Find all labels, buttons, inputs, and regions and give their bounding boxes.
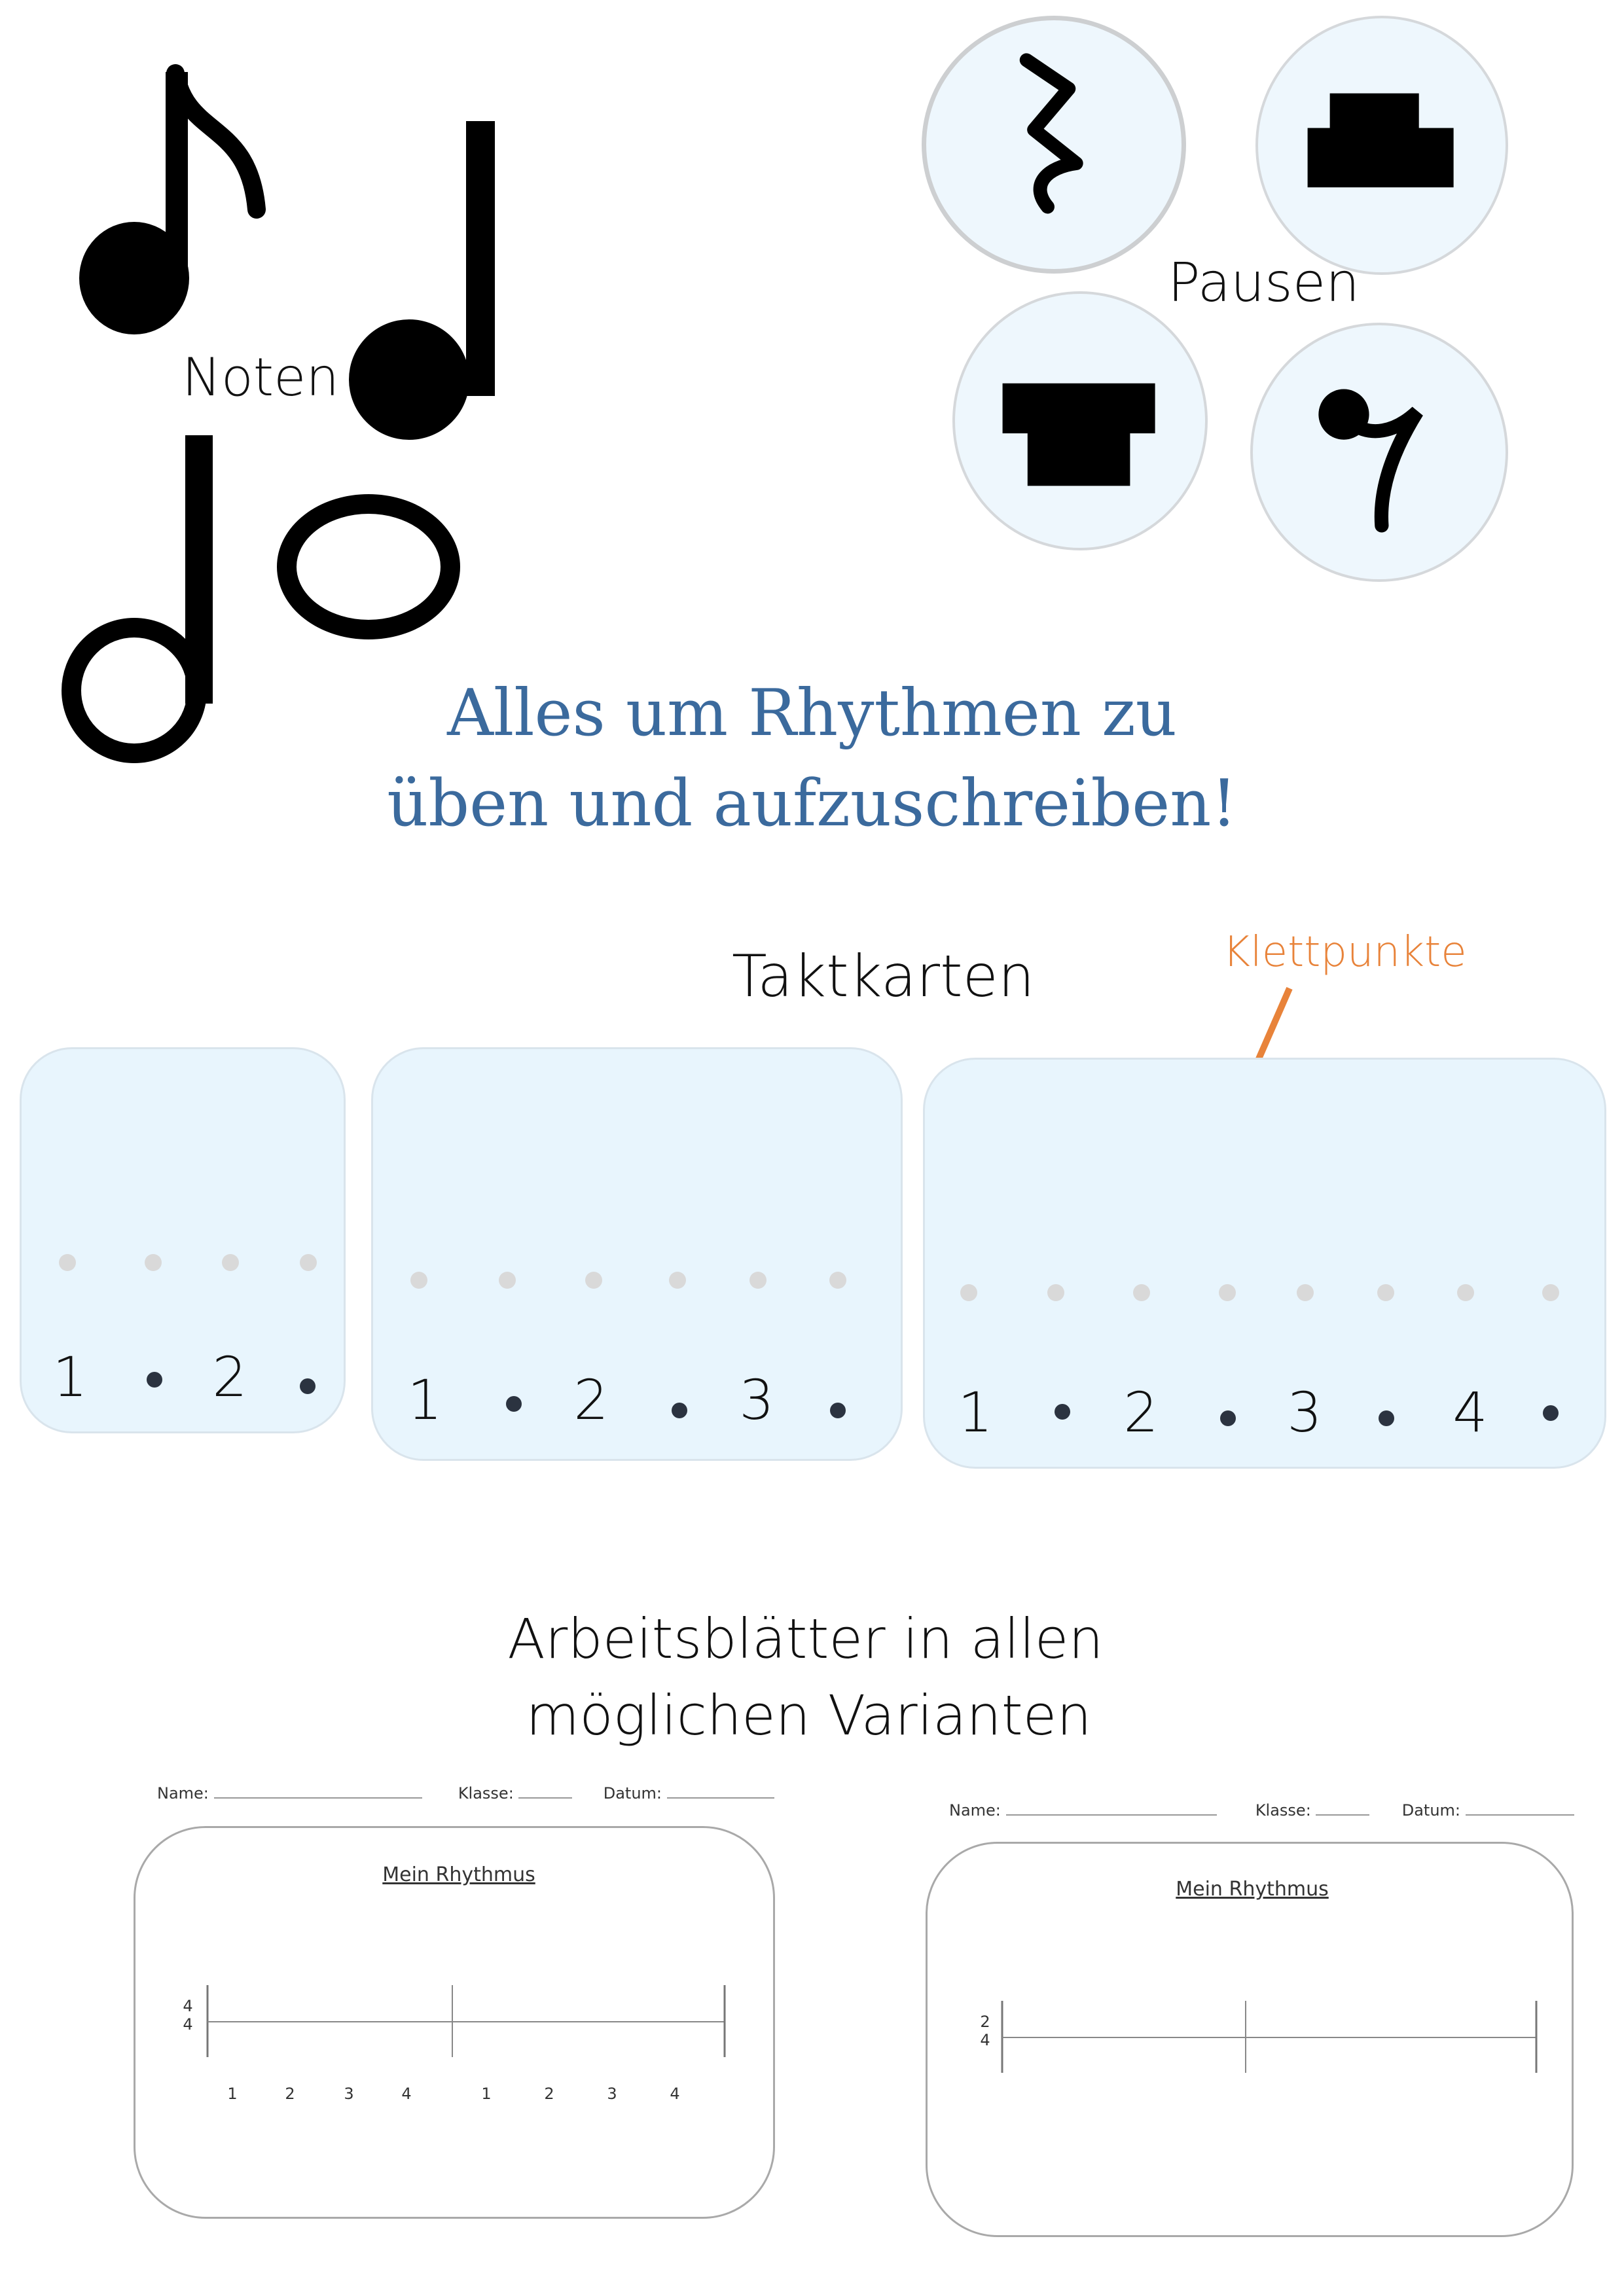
time-sig-top: 4 — [183, 1997, 193, 2015]
name-label: Name: — [157, 1784, 209, 1803]
beat-number: 3 — [1287, 1380, 1322, 1444]
beat-number: 1 — [407, 1368, 442, 1432]
bar-card-2-4 — [20, 1047, 346, 1433]
name-label: Name: — [949, 1801, 1001, 1820]
rest-circle-quarter — [922, 16, 1186, 274]
velcro-dot — [499, 1272, 516, 1289]
velcro-dot — [585, 1272, 602, 1289]
beat-dot — [1543, 1405, 1559, 1421]
beat-number: 2 — [1123, 1380, 1159, 1444]
velcro-dots-label: Klettpunkte — [1223, 928, 1467, 977]
notes-label: Noten — [182, 347, 340, 408]
count-number: 2 — [544, 2085, 554, 2103]
class-label: Klasse: — [458, 1784, 514, 1803]
velcro-dot — [1047, 1284, 1064, 1301]
beat-dot — [672, 1403, 687, 1418]
velcro-dot — [1457, 1284, 1474, 1301]
beat-dot — [1055, 1404, 1070, 1420]
beat-number: 1 — [52, 1345, 88, 1409]
beat-number: 2 — [212, 1345, 247, 1409]
worksheet-a — [134, 1826, 775, 2219]
count-number: 2 — [285, 2085, 295, 2103]
rest-circle-eighth — [1250, 323, 1508, 582]
count-number: 3 — [344, 2085, 354, 2103]
time-signature — [977, 2013, 993, 2049]
velcro-dot — [145, 1254, 162, 1271]
date-label: Datum: — [603, 1784, 662, 1803]
worksheet-title: Mein Rhythmus — [1176, 1878, 1329, 1901]
beat-number: 2 — [573, 1368, 609, 1432]
rest-circle-half — [1255, 16, 1508, 275]
beat-dot — [1379, 1410, 1394, 1426]
page-title-line2: üben und aufzuschreiben! — [387, 766, 1237, 841]
worksheets-heading-line2: möglichen Varianten — [526, 1683, 1092, 1748]
rhythm-staff — [996, 1994, 1552, 2079]
worksheet-title: Mein Rhythmus — [382, 1863, 535, 1886]
eighth-note-icon — [79, 72, 257, 334]
bar-card-4-4 — [923, 1058, 1606, 1469]
beat-number: 4 — [1453, 1380, 1488, 1444]
rhythm-staff — [201, 1979, 738, 2064]
velcro-dot — [1377, 1284, 1394, 1301]
page-title-line1: Alles um Rhythmen zu — [447, 676, 1177, 751]
count-number: 4 — [670, 2085, 680, 2103]
whole-note-icon — [287, 504, 450, 630]
velcro-dot — [829, 1272, 846, 1289]
date-field[interactable] — [667, 1797, 774, 1799]
worksheet-b-header — [949, 1801, 1574, 1820]
beat-dot — [830, 1403, 846, 1418]
time-sig-bottom: 4 — [183, 2015, 193, 2034]
date-field[interactable] — [1466, 1814, 1574, 1816]
class-field[interactable] — [1316, 1814, 1369, 1816]
velcro-dot — [749, 1272, 767, 1289]
count-number: 1 — [227, 2085, 238, 2103]
rests-label: Pausen — [1168, 252, 1360, 314]
half-rest-icon — [1258, 18, 1506, 272]
worksheet-a-header — [157, 1784, 774, 1803]
velcro-dot — [222, 1254, 239, 1271]
quarter-rest-icon — [926, 20, 1182, 269]
count-number: 4 — [401, 2085, 412, 2103]
worksheets-heading-line1: Arbeitsblätter in allen — [507, 1607, 1104, 1671]
whole-rest-icon — [955, 294, 1205, 548]
velcro-dot — [1542, 1284, 1559, 1301]
count-number: 1 — [481, 2085, 492, 2103]
beat-dot — [506, 1396, 522, 1412]
eighth-rest-icon — [1253, 325, 1506, 579]
beat-dot — [147, 1372, 162, 1388]
beat-number: 1 — [958, 1380, 993, 1444]
class-label: Klasse: — [1255, 1801, 1311, 1820]
velcro-dot — [1297, 1284, 1314, 1301]
time-sig-bottom: 4 — [980, 2031, 990, 2049]
beat-dot — [1220, 1410, 1236, 1426]
class-field[interactable] — [518, 1797, 572, 1799]
beat-number: 3 — [739, 1368, 774, 1432]
quarter-note-icon — [349, 121, 495, 440]
date-label: Datum: — [1401, 1801, 1460, 1820]
velcro-dot — [59, 1254, 76, 1271]
velcro-dot — [1219, 1284, 1236, 1301]
name-field[interactable] — [214, 1797, 422, 1799]
worksheet-b — [926, 1842, 1574, 2237]
velcro-dot — [1133, 1284, 1150, 1301]
time-sig-top: 2 — [980, 2013, 990, 2031]
velcro-dot — [410, 1272, 427, 1289]
name-field[interactable] — [1006, 1814, 1217, 1816]
count-number: 3 — [607, 2085, 617, 2103]
bar-cards-heading: Taktkarten — [732, 942, 1035, 1010]
bar-card-3-4 — [371, 1047, 903, 1461]
rest-circle-whole — [952, 291, 1208, 550]
velcro-dot — [300, 1254, 317, 1271]
velcro-dot — [669, 1272, 686, 1289]
velcro-dot — [960, 1284, 977, 1301]
time-signature — [180, 1997, 196, 2034]
beat-dot — [300, 1378, 316, 1394]
